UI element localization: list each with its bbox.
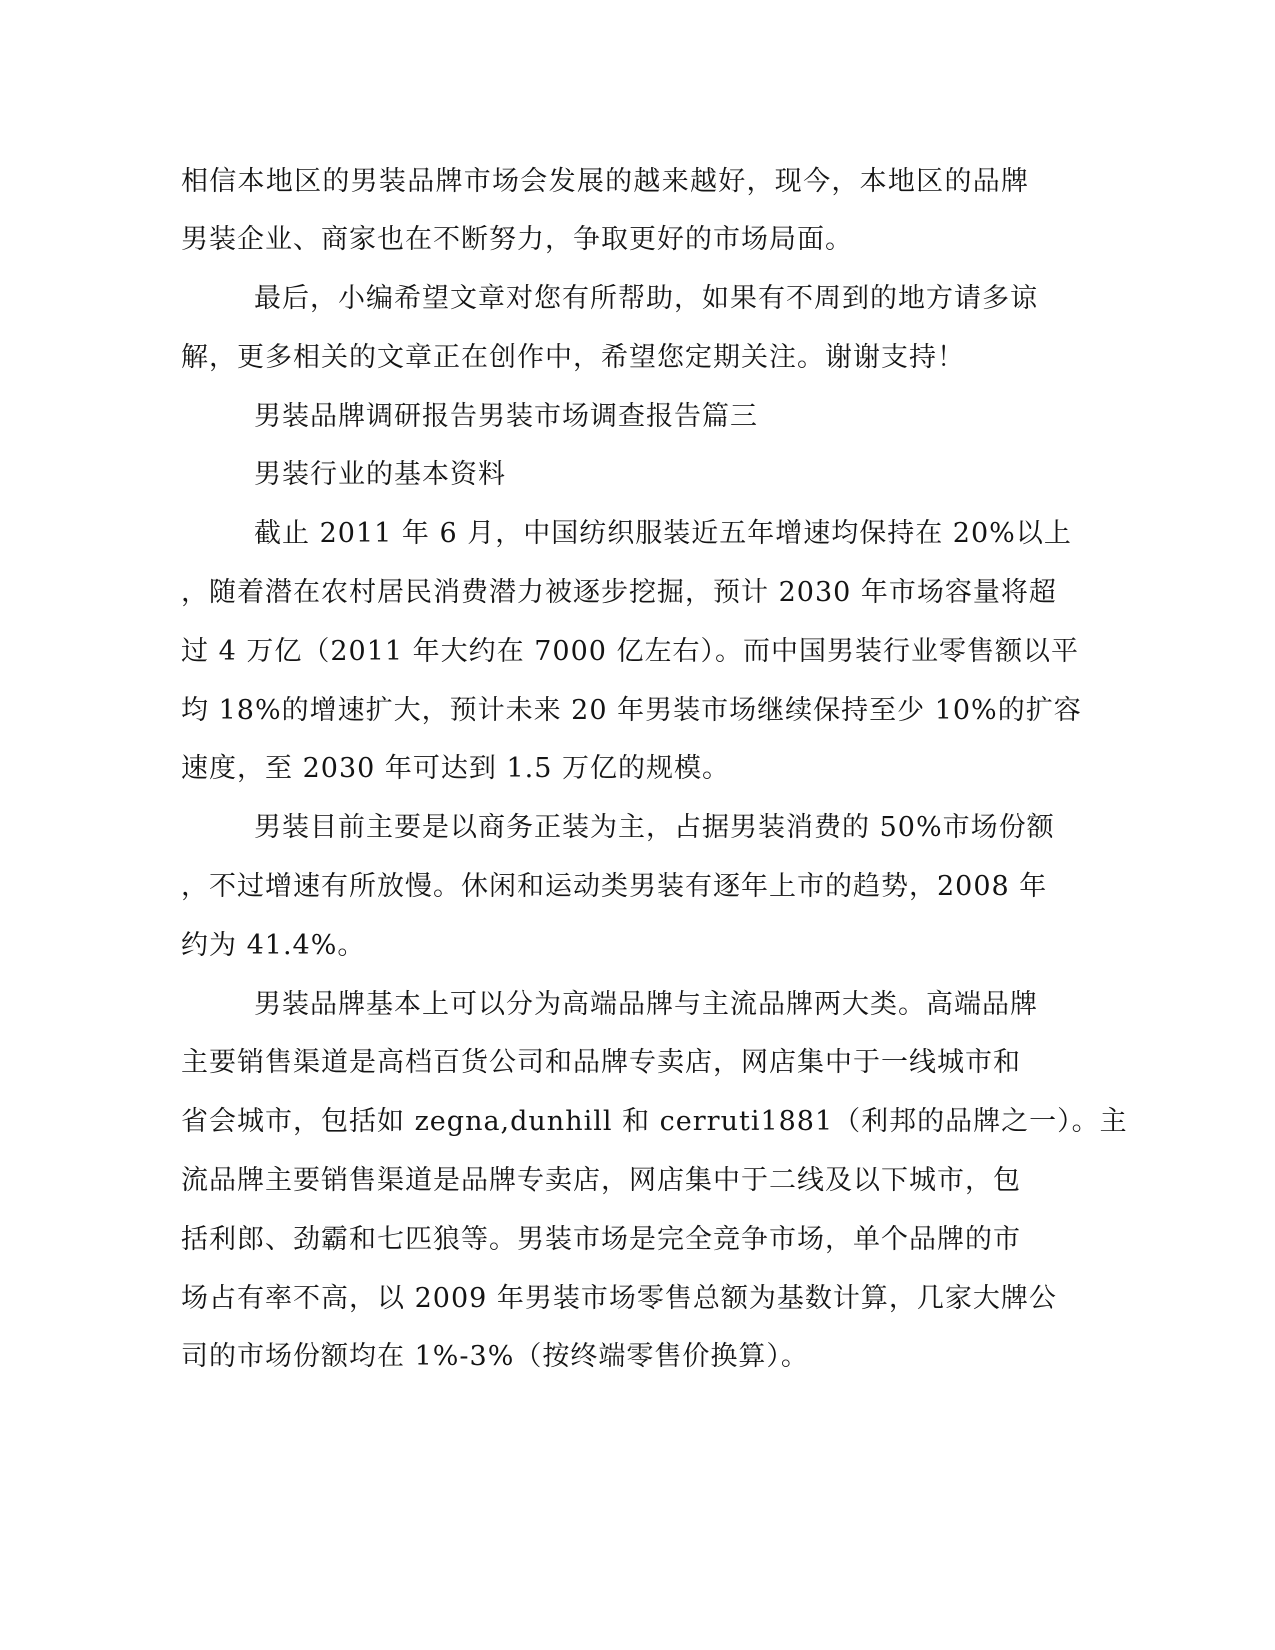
paragraph-6-line-2: ，不过增速有所放慢。休闲和运动类男装有逐年上市的趋势，2008 年 [181, 871, 1048, 902]
subsection-heading: 男装行业的基本资料 [254, 459, 506, 490]
paragraph-5-line-5: 速度，至 2030 年可达到 1.5 万亿的规模。 [181, 753, 730, 784]
paragraph-2-line-1: 最后，小编希望文章对您有所帮助，如果有不周到的地方请多谅 [254, 283, 1038, 314]
paragraph-7-line-2: 主要销售渠道是高档百货公司和品牌专卖店，网店集中于一线城市和 [181, 1047, 1021, 1078]
paragraph-6-line-1: 男装目前主要是以商务正装为主，占据男装消费的 50%市场份额 [254, 812, 1055, 843]
paragraph-1-line-2: 男装企业、商家也在不断努力，争取更好的市场局面。 [181, 224, 853, 255]
paragraph-2-line-2: 解，更多相关的文章正在创作中，希望您定期关注。谢谢支持！ [181, 342, 965, 373]
paragraph-1-line-1: 相信本地区的男装品牌市场会发展的越来越好，现今，本地区的品牌 [181, 166, 1029, 197]
paragraph-5-line-2: ，随着潜在农村居民消费潜力被逐步挖掘，预计 2030 年市场容量将超 [181, 577, 1057, 608]
paragraph-5-line-1: 截止 2011 年 6 月，中国纺织服装近五年增速均保持在 20%以上 [254, 518, 1072, 549]
paragraph-6-line-3: 约为 41.4%。 [181, 930, 366, 961]
paragraph-5-line-4: 均 18%的增速扩大，预计未来 20 年男装市场继续保持至少 10%的扩容 [181, 695, 1082, 726]
paragraph-7-line-5: 括利郎、劲霸和七匹狼等。男装市场是完全竞争市场，单个品牌的市 [181, 1224, 1021, 1255]
paragraph-7-line-1: 男装品牌基本上可以分为高端品牌与主流品牌两大类。高端品牌 [254, 989, 1038, 1020]
paragraph-7-line-3: 省会城市，包括如 zegna,dunhill 和 cerruti1881（利邦的品牌之一）。主 [181, 1106, 1128, 1137]
paragraph-7-line-4: 流品牌主要销售渠道是品牌专卖店，网店集中于二线及以下城市，包 [181, 1165, 1021, 1196]
paragraph-7-line-6: 场占有率不高，以 2009 年男装市场零售总额为基数计算，几家大牌公 [181, 1283, 1057, 1314]
paragraph-5-line-3: 过 4 万亿（2011 年大约在 7000 亿左右）。而中国男装行业零售额以平 [181, 636, 1080, 667]
paragraph-7-line-7: 司的市场份额均在 1%-3%（按终端零售价换算）。 [181, 1341, 809, 1372]
section-heading: 男装品牌调研报告男装市场调查报告篇三 [254, 401, 758, 432]
